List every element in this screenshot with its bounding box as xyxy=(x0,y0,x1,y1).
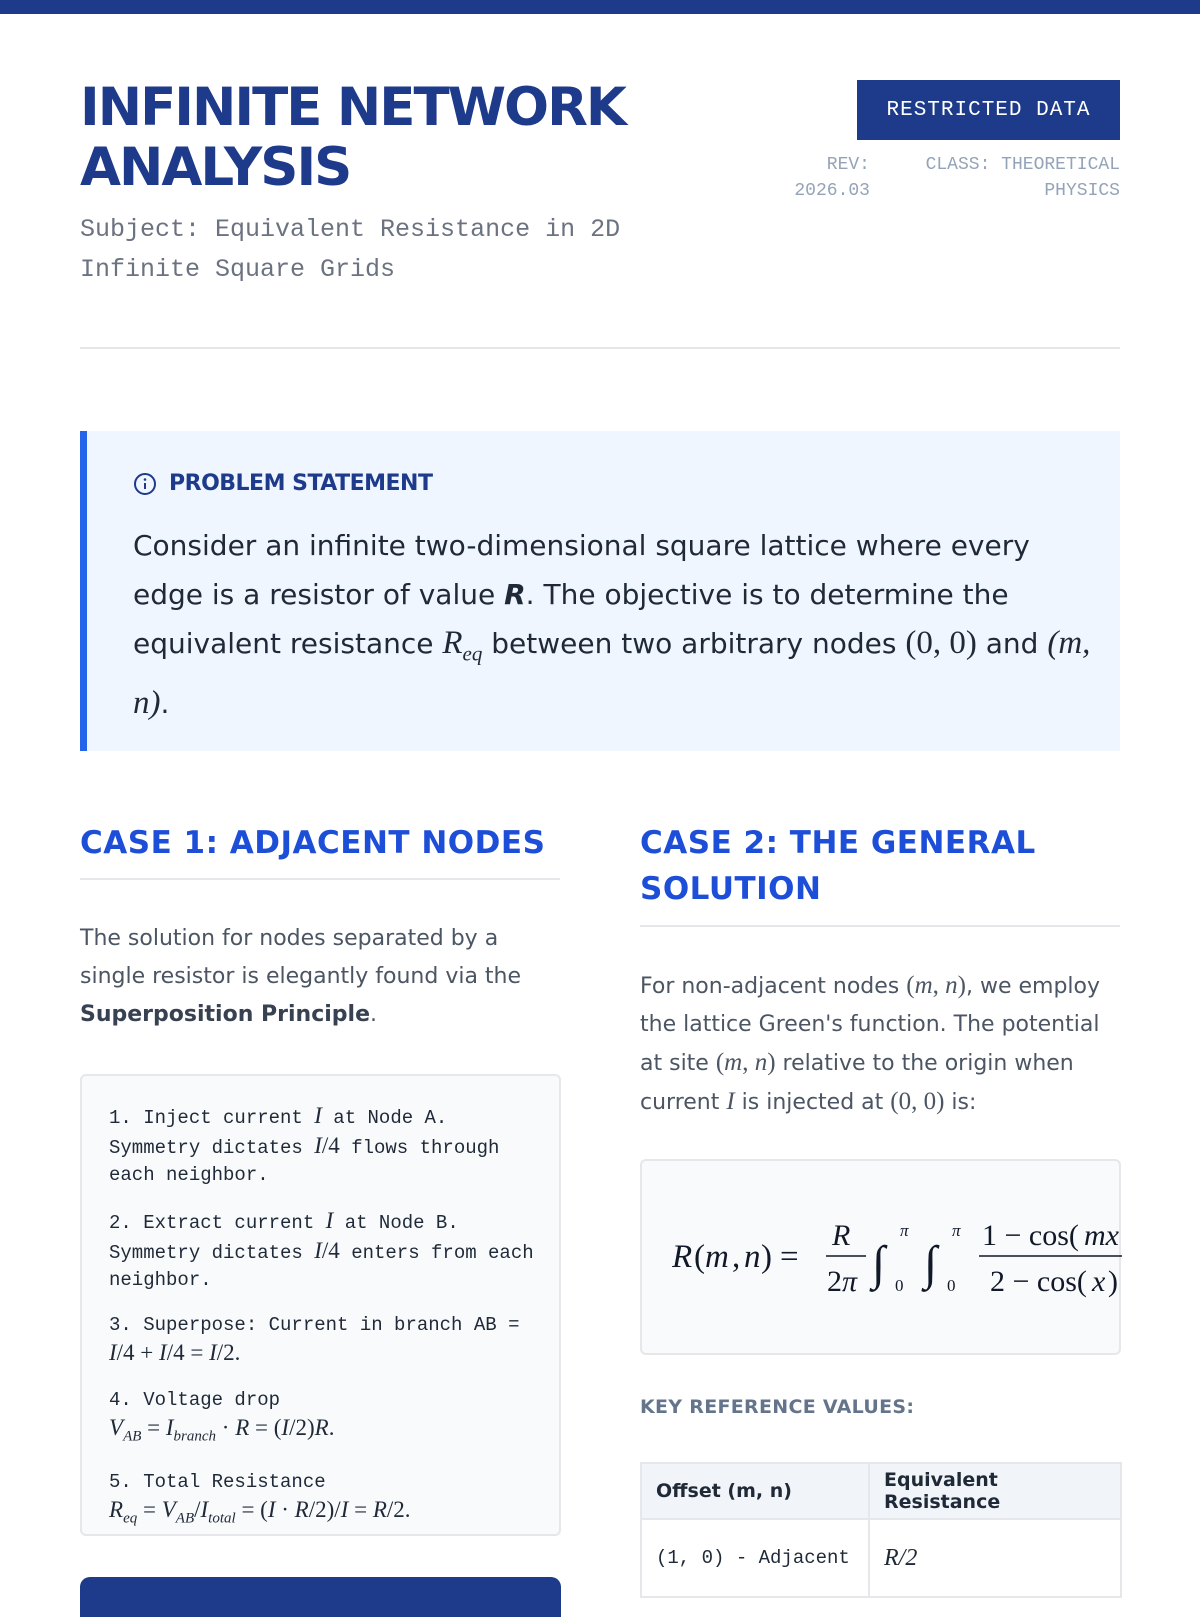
revision-meta: REV: 2026.03 xyxy=(794,155,870,201)
step-1: 1. Inject current I at Node A. Symmetry dictates I/4 flows through each neighbor. xyxy=(109,1103,500,1186)
document-subject: Subject: Equivalent Resistance in 2D Infinite Square Grids xyxy=(80,215,621,284)
step-5: 5. Total Resistance $R_{eq} = V_{AB}/I_{total} = (I \cdot R/2)/I = R/2$. xyxy=(109,1470,411,1527)
svg-text:): ) xyxy=(1108,1265,1118,1298)
svg-text:0: 0 xyxy=(947,1276,956,1295)
svg-text:2: 2 xyxy=(827,1265,842,1298)
svg-text:2 − cos(: 2 − cos( xyxy=(990,1265,1087,1298)
svg-text:,: , xyxy=(732,1239,741,1275)
svg-text:∫: ∫ xyxy=(924,1237,938,1290)
restricted-data-badge: RESTRICTED DATA xyxy=(857,80,1120,140)
svg-text:mx: mx xyxy=(1084,1219,1119,1252)
svg-text:0: 0 xyxy=(895,1276,904,1295)
step-3: 3. Superpose: Current in branch AB = I/4 + I/4 = I/2. xyxy=(109,1314,520,1365)
step-4: 4. Voltage drop $V_{AB} = I_{branch} \cdot R = (I/2)R$. xyxy=(109,1389,335,1445)
step-2: 2. Extract current I at Node B. Symmetry dictates I/4 enters from each neighbor. xyxy=(109,1208,534,1291)
greens-function-formula-box xyxy=(640,1159,1121,1355)
case2-divider xyxy=(640,925,1120,927)
case2-description: For non-adjacent nodes (m, n), we employ the lattice Green's function. The potential at site (m, n) relative to the origin when current I is injected at (0, 0) is: xyxy=(640,972,1100,1115)
svg-text:x: x xyxy=(1092,1265,1106,1298)
offset-cell: (1, 0) - Adjacent xyxy=(641,1519,869,1597)
node-b-coordinates: (m, n) xyxy=(133,625,1091,721)
svg-text:R: R xyxy=(672,1239,693,1275)
classification-meta: CLASS: THEORETICAL PHYSICS xyxy=(925,155,1120,201)
svg-text:=: = xyxy=(780,1239,799,1275)
problem-statement-text: Consider an infinite two-dimensional square lattice where every edge is a resistor of value R. The objective is to determine the equivalent resistance $R_{eq}$ between two arbitrary nodes (0, 0) and (m, n). xyxy=(133,529,1091,721)
table-header-row xyxy=(641,1463,1121,1519)
info-icon xyxy=(133,472,157,496)
case1-result-panel xyxy=(80,1577,561,1617)
problem-statement-callout xyxy=(80,431,1120,751)
problem-statement-label: PROBLEM STATEMENT xyxy=(169,471,433,496)
svg-text:n: n xyxy=(744,1239,761,1275)
svg-text:): ) xyxy=(761,1239,772,1275)
svg-text:∫: ∫ xyxy=(872,1237,886,1290)
case1-heading: CASE 1: ADJACENT NODES xyxy=(80,825,546,861)
node-a-coordinates: (0, 0) xyxy=(905,625,977,661)
case1-description: The solution for nodes separated by a single resistor is elegantly found via the Superposition Principle. xyxy=(80,926,522,1027)
svg-text:1 − cos(: 1 − cos( xyxy=(982,1219,1079,1252)
problem-statement-header xyxy=(133,471,432,496)
case1-divider xyxy=(80,878,560,880)
page-title: INFINITE NETWORK ANALYSIS xyxy=(80,77,625,198)
key-reference-label: KEY REFERENCE VALUES: xyxy=(640,1396,915,1418)
svg-text:π: π xyxy=(842,1265,858,1298)
greens-function-formula xyxy=(672,1161,1122,1353)
reference-values-table xyxy=(640,1462,1122,1598)
svg-text:π: π xyxy=(900,1221,909,1240)
svg-text:m: m xyxy=(705,1239,729,1275)
resistance-cell: R/2 xyxy=(869,1519,1121,1597)
column-header-offset: Offset (m, n) xyxy=(641,1463,869,1519)
superposition-steps xyxy=(80,1074,561,1536)
svg-text:(: ( xyxy=(694,1239,705,1275)
header-divider xyxy=(80,347,1120,349)
svg-text:R: R xyxy=(832,1219,851,1252)
top-accent-bar xyxy=(0,0,1200,14)
svg-text:π: π xyxy=(952,1221,961,1240)
column-header-resistance: Equivalent Resistance xyxy=(869,1463,1121,1519)
req-symbol: $R_{eq}$ xyxy=(442,625,483,666)
case2-heading: CASE 2: THE GENERAL SOLUTION xyxy=(640,825,1036,907)
table-row xyxy=(641,1519,1121,1597)
